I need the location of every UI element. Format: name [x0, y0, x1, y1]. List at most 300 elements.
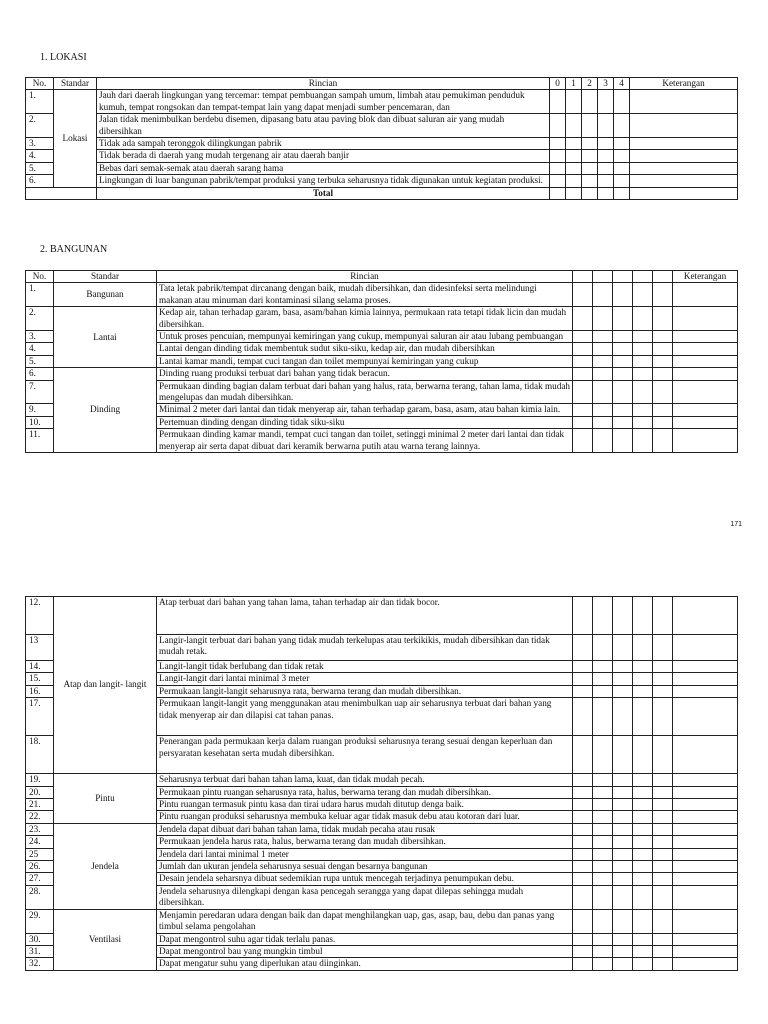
- score-cell: [653, 958, 673, 970]
- score-cell: [633, 307, 653, 331]
- score-cell: [633, 799, 653, 811]
- table-body: [26, 597, 738, 971]
- score-cell: [593, 673, 613, 685]
- score-cell: [550, 175, 566, 187]
- score-cell: [614, 150, 630, 162]
- row-number: 32.: [26, 958, 54, 970]
- score-cell: [593, 933, 613, 945]
- row-number: 5.: [26, 355, 54, 367]
- score-cell: [550, 90, 566, 114]
- keterangan-cell: [673, 933, 738, 945]
- standar-cell: Jendela: [54, 823, 157, 909]
- score-cell: [593, 909, 613, 933]
- keterangan-cell: [673, 786, 738, 798]
- score-cell: [633, 958, 653, 970]
- score-cell: [598, 138, 614, 150]
- row-number: 20.: [26, 786, 54, 798]
- rincian-cell: Pintu ruangan produksi seharusnya membuka keluar agar tidak masuk debu atau kotoran dari luar.: [157, 811, 573, 823]
- score-cell: [598, 187, 614, 199]
- score-cell: [614, 138, 630, 150]
- score-cell: [633, 836, 653, 848]
- header-score-blank: [593, 271, 613, 283]
- score-cell: [613, 355, 633, 367]
- score-cell: [573, 945, 593, 957]
- rincian-cell: Tidak berada di daerah yang mudah tergenang air atau daerah banjir: [97, 150, 550, 162]
- score-cell: [653, 945, 673, 957]
- score-cell: [633, 933, 653, 945]
- table-row: [26, 90, 738, 114]
- score-cell: [653, 736, 673, 774]
- score-cell: [633, 685, 653, 697]
- table-bangunan: [25, 270, 738, 453]
- score-cell: [573, 673, 593, 685]
- score-cell: [613, 958, 633, 970]
- score-cell: [613, 945, 633, 957]
- score-cell: [582, 138, 598, 150]
- row-number: 12.: [26, 597, 54, 635]
- row-number: 27.: [26, 873, 54, 885]
- rincian-cell: Desain jendela seharsnya dibuat sedemikian rupa untuk mencegah terjadinya penumpukan debu.: [157, 873, 573, 885]
- score-cell: [613, 661, 633, 673]
- score-cell: [573, 698, 593, 736]
- rincian-cell: Langir-langit terbuat dari bahan yang tidak mudah terkelupas atau terkikikis, mudah dibersihkan dan tidak mudah retak.: [157, 635, 573, 661]
- keterangan-cell: [630, 162, 738, 174]
- keterangan-cell: [673, 597, 738, 635]
- row-number: 28.: [26, 885, 54, 909]
- score-cell: [573, 885, 593, 909]
- score-cell: [573, 861, 593, 873]
- standar-cell: Lokasi: [54, 90, 97, 187]
- rincian-cell: Tata letak pabrik/tempat dircanang dengan baik, mudah dibersihkan, dan didesinfeksi serta melindungi makanan atau minuman dari kontaminasi silang selama proses.: [157, 283, 573, 307]
- score-cell: [653, 861, 673, 873]
- total-label: Total: [97, 187, 550, 199]
- header-score-0: 0: [550, 78, 566, 90]
- score-cell: [653, 331, 673, 343]
- row-number: 2.: [26, 114, 54, 138]
- table-row: [26, 150, 738, 162]
- score-cell: [653, 799, 673, 811]
- keterangan-cell: [673, 307, 738, 331]
- score-cell: [593, 736, 613, 774]
- row-number: 6.: [26, 368, 54, 380]
- row-number: 29.: [26, 909, 54, 933]
- score-cell: [598, 162, 614, 174]
- score-cell: [593, 404, 613, 416]
- score-cell: [613, 429, 633, 453]
- score-cell: [613, 786, 633, 798]
- score-cell: [613, 736, 633, 774]
- score-cell: [653, 368, 673, 380]
- score-cell: [593, 799, 613, 811]
- score-cell: [573, 933, 593, 945]
- score-cell: [613, 933, 633, 945]
- table-body: [26, 283, 738, 453]
- keterangan-cell: [673, 848, 738, 860]
- rincian-cell: Dapat mengontrol bau yang mungkin timbul: [157, 945, 573, 957]
- score-cell: [653, 873, 673, 885]
- table-row: [26, 114, 738, 138]
- row-number: 1.: [26, 283, 54, 307]
- header-rincian: Rincian: [157, 271, 573, 283]
- score-cell: [593, 945, 613, 957]
- score-cell: [653, 933, 673, 945]
- score-cell: [653, 597, 673, 635]
- header-no: No.: [26, 271, 54, 283]
- score-cell: [633, 698, 653, 736]
- score-cell: [653, 698, 673, 736]
- total-row: [26, 187, 738, 199]
- score-cell: [633, 774, 653, 786]
- score-cell: [593, 331, 613, 343]
- score-cell: [593, 635, 613, 661]
- keterangan-cell: [673, 873, 738, 885]
- score-cell: [593, 786, 613, 798]
- row-number: 23.: [26, 823, 54, 835]
- keterangan-cell: [673, 673, 738, 685]
- header-standar: Standar: [54, 78, 97, 90]
- score-cell: [566, 175, 582, 187]
- score-cell: [613, 885, 633, 909]
- rincian-cell: Jalan tidak menimbulkan berdebu disemen, dipasang batu atau paving blok dan dibuat saluran air yang mudah dibersihkan: [97, 114, 550, 138]
- section-title-bangunan: 2. BANGUNAN: [40, 244, 108, 255]
- score-cell: [613, 823, 633, 835]
- score-cell: [573, 283, 593, 307]
- score-cell: [613, 811, 633, 823]
- standar-cell: Atap dan langit- langit: [54, 597, 157, 774]
- rincian-cell: Penerangan pada permukaan kerja dalam ruangan produksi seharusnya terang sesuai dengan keperluan dan persyaratan kesehatan serta mudah dibersihkan.: [157, 736, 573, 774]
- score-cell: [614, 114, 630, 138]
- score-cell: [614, 187, 630, 199]
- score-cell: [598, 90, 614, 114]
- score-cell: [573, 635, 593, 661]
- score-cell: [633, 416, 653, 428]
- score-cell: [593, 307, 613, 331]
- score-cell: [573, 355, 593, 367]
- score-cell: [633, 355, 653, 367]
- rincian-cell: Permukaan langit-langit yang menggunakan atau menimbulkan uap air seharusnya terbuat dari bahan yang tidak menyerap air dan dilapisi cat tahan panas.: [157, 698, 573, 736]
- score-cell: [633, 885, 653, 909]
- score-cell: [633, 945, 653, 957]
- rincian-cell: Lingkungan di luar bangunan pabrik/tempat produksi yang terbuka seharusnya tidak digunakan untuk kegiatan produksi.: [97, 175, 550, 187]
- score-cell: [593, 873, 613, 885]
- score-cell: [582, 162, 598, 174]
- header-score-3: 3: [598, 78, 614, 90]
- rincian-cell: Kedap air, tahan terhadap garam, basa, asam/bahan kimia lainnya, permukaan rata tetapi tidak licin dan mudah dibersihkan.: [157, 307, 573, 331]
- score-cell: [633, 673, 653, 685]
- score-cell: [593, 811, 613, 823]
- score-cell: [593, 698, 613, 736]
- score-cell: [633, 635, 653, 661]
- score-cell: [582, 187, 598, 199]
- score-cell: [613, 836, 633, 848]
- row-number: 11.: [26, 429, 54, 453]
- score-cell: [593, 597, 613, 635]
- row-number: 3.: [26, 331, 54, 343]
- keterangan-cell: [673, 283, 738, 307]
- row-number: 2.: [26, 307, 54, 331]
- score-cell: [550, 114, 566, 138]
- score-cell: [653, 416, 673, 428]
- row-number: 16.: [26, 685, 54, 697]
- rincian-cell: Pintu ruangan termasuk pintu kasa dan tirai udara harus mudah ditutup denga baik.: [157, 799, 573, 811]
- row-number: 14.: [26, 661, 54, 673]
- score-cell: [633, 404, 653, 416]
- score-cell: [593, 429, 613, 453]
- score-cell: [550, 187, 566, 199]
- score-cell: [582, 150, 598, 162]
- header-no: No.: [26, 78, 54, 90]
- score-cell: [633, 873, 653, 885]
- rincian-cell: Langit-langit dari lantai minimal 3 meter: [157, 673, 573, 685]
- header-standar: Standar: [54, 271, 157, 283]
- score-cell: [614, 175, 630, 187]
- row-number: 19.: [26, 774, 54, 786]
- keterangan-cell: [673, 945, 738, 957]
- score-cell: [613, 380, 633, 404]
- score-cell: [593, 368, 613, 380]
- score-cell: [633, 368, 653, 380]
- row-number: 17.: [26, 698, 54, 736]
- keterangan-cell: [673, 861, 738, 873]
- score-cell: [613, 685, 633, 697]
- row-number: 6.: [26, 175, 54, 187]
- score-cell: [653, 661, 673, 673]
- score-cell: [573, 661, 593, 673]
- score-cell: [566, 138, 582, 150]
- score-cell: [573, 736, 593, 774]
- score-cell: [593, 958, 613, 970]
- score-cell: [582, 175, 598, 187]
- rincian-cell: Atap terbuat dari bahan yang tahan lama, tahan terhadap air dan tidak bocor.: [157, 597, 573, 635]
- score-cell: [613, 307, 633, 331]
- keterangan-cell: [673, 416, 738, 428]
- rincian-cell: Dapat mengontrol suhu agar tidak terlalu panas.: [157, 933, 573, 945]
- score-cell: [613, 343, 633, 355]
- score-cell: [593, 661, 613, 673]
- header-rincian: Rincian: [97, 78, 550, 90]
- rincian-cell: Permukaan langit-langit seharusnya rata, berwarna terang dan mudah dibersihkan.: [157, 685, 573, 697]
- score-cell: [653, 885, 673, 909]
- score-cell: [613, 698, 633, 736]
- table-row: [26, 162, 738, 174]
- score-cell: [566, 187, 582, 199]
- table-bangunan-continued: [25, 596, 738, 971]
- keterangan-cell: [673, 635, 738, 661]
- keterangan-cell: [673, 958, 738, 970]
- rincian-cell: Untuk proses pencuian, mempunyai kemiringan yang cukup, mempunyai saluran air atau lubang pembuangan: [157, 331, 573, 343]
- score-cell: [653, 673, 673, 685]
- score-cell: [593, 774, 613, 786]
- keterangan-cell: [673, 736, 738, 774]
- score-cell: [613, 774, 633, 786]
- keterangan-cell: [673, 885, 738, 909]
- rincian-cell: Tidak ada sampah teronggok dilingkungan pabrik: [97, 138, 550, 150]
- score-cell: [613, 873, 633, 885]
- score-cell: [593, 283, 613, 307]
- score-cell: [633, 811, 653, 823]
- table-header-row: [26, 78, 738, 90]
- header-score-1: 1: [566, 78, 582, 90]
- header-keterangan: Keterangan: [630, 78, 738, 90]
- row-number: 21.: [26, 799, 54, 811]
- row-number: 24.: [26, 836, 54, 848]
- table-row: [26, 774, 738, 786]
- score-cell: [573, 799, 593, 811]
- header-score-4: 4: [614, 78, 630, 90]
- score-cell: [633, 848, 653, 860]
- score-cell: [633, 909, 653, 933]
- score-cell: [573, 685, 593, 697]
- table-row: [26, 283, 738, 307]
- keterangan-cell: [630, 150, 738, 162]
- table-row: [26, 307, 738, 331]
- score-cell: [550, 138, 566, 150]
- standar-cell: Dinding: [54, 368, 157, 453]
- rincian-cell: Jumlah dan ukuran jendela seharusnya sesuai dengan besarnya bangunan: [157, 861, 573, 873]
- rincian-cell: Permukaan dinding kamar mandi, tempat cuci tangan dan toilet, setinggi minimal 2 meter dari lantai dan tidak menyerap air serta dapat dibuat dari keramik berwarna putih atau warna terang lainnya.: [157, 429, 573, 453]
- keterangan-cell: [630, 138, 738, 150]
- score-cell: [653, 380, 673, 404]
- score-cell: [613, 283, 633, 307]
- score-cell: [550, 150, 566, 162]
- score-cell: [633, 736, 653, 774]
- score-cell: [573, 836, 593, 848]
- score-cell: [613, 799, 633, 811]
- standar-cell: Bangunan: [54, 283, 157, 307]
- keterangan-cell: [673, 799, 738, 811]
- header-keterangan: Keterangan: [673, 271, 738, 283]
- rincian-cell: Pertemuan dinding dengan dinding tidak siku-siku: [157, 416, 573, 428]
- row-number: 15.: [26, 673, 54, 685]
- score-cell: [550, 162, 566, 174]
- score-cell: [582, 90, 598, 114]
- score-cell: [633, 283, 653, 307]
- standar-cell: Pintu: [54, 774, 157, 824]
- table-row: [26, 175, 738, 187]
- row-number: 13: [26, 635, 54, 661]
- score-cell: [593, 685, 613, 697]
- rincian-cell: Jendela dari lantai minimal 1 meter: [157, 848, 573, 860]
- rincian-cell: Dapat mengatur suhu yang diperlukan atau diinginkan.: [157, 958, 573, 970]
- score-cell: [633, 380, 653, 404]
- row-number: 3.: [26, 138, 54, 150]
- score-cell: [613, 331, 633, 343]
- keterangan-cell: [630, 175, 738, 187]
- row-number: 1.: [26, 90, 54, 114]
- rincian-cell: Lantai kamar mandi, tempat cuci tangan dan toilet mempunyai kemiringan yang cukup: [157, 355, 573, 367]
- score-cell: [566, 90, 582, 114]
- score-cell: [573, 307, 593, 331]
- score-cell: [613, 597, 633, 635]
- score-cell: [613, 635, 633, 661]
- keterangan-cell: [630, 90, 738, 114]
- score-cell: [653, 343, 673, 355]
- score-cell: [593, 848, 613, 860]
- score-cell: [598, 114, 614, 138]
- keterangan-cell: [673, 836, 738, 848]
- score-cell: [653, 404, 673, 416]
- score-cell: [573, 380, 593, 404]
- score-cell: [653, 307, 673, 331]
- rincian-cell: Jendela seharusnya dilengkapi dengan kasa pencegah serangga yang dapat dilepas sehingga mudah dibersihkan.: [157, 885, 573, 909]
- score-cell: [593, 823, 613, 835]
- keterangan-cell: [673, 429, 738, 453]
- keterangan-cell: [673, 909, 738, 933]
- score-cell: [633, 429, 653, 453]
- score-cell: [573, 873, 593, 885]
- score-cell: [653, 355, 673, 367]
- row-number: 31.: [26, 945, 54, 957]
- header-score-blank: [573, 271, 593, 283]
- score-cell: [613, 848, 633, 860]
- header-score-blank: [653, 271, 673, 283]
- score-cell: [653, 283, 673, 307]
- table-row: [26, 823, 738, 835]
- score-cell: [653, 429, 673, 453]
- score-cell: [582, 114, 598, 138]
- score-cell: [573, 416, 593, 428]
- keterangan-cell: [673, 343, 738, 355]
- keterangan-cell: [673, 404, 738, 416]
- rincian-cell: Permukaan dinding bagian dalam terbuat dari bahan yang halus, rata, berwarna terang, tahan lama, tidak mudah mengelupas dan mudah dibersihkan.: [157, 380, 573, 404]
- keterangan-cell: [673, 811, 738, 823]
- score-cell: [633, 331, 653, 343]
- rincian-cell: Menjamin peredaran udara dengan baik dan dapat menghilangkan uap, gas, asap, bau, debu dan panas yang timbul selama pengolahan: [157, 909, 573, 933]
- score-cell: [593, 380, 613, 404]
- table-lokasi: [25, 77, 738, 200]
- score-cell: [613, 861, 633, 873]
- row-number: 22.: [26, 811, 54, 823]
- rincian-cell: Bebas dari semak-semak atau daerah sarang hama: [97, 162, 550, 174]
- keterangan-cell: [630, 114, 738, 138]
- score-cell: [593, 861, 613, 873]
- score-cell: [653, 823, 673, 835]
- keterangan-cell: [630, 187, 738, 199]
- score-cell: [566, 150, 582, 162]
- score-cell: [566, 162, 582, 174]
- score-cell: [573, 331, 593, 343]
- score-cell: [653, 848, 673, 860]
- score-cell: [614, 90, 630, 114]
- score-cell: [613, 909, 633, 933]
- header-score-blank: [633, 271, 653, 283]
- row-number: 4.: [26, 150, 54, 162]
- score-cell: [633, 661, 653, 673]
- row-number: 30.: [26, 933, 54, 945]
- table-row: [26, 909, 738, 933]
- keterangan-cell: [673, 368, 738, 380]
- row-number: 25: [26, 848, 54, 860]
- score-cell: [653, 685, 673, 697]
- keterangan-cell: [673, 661, 738, 673]
- score-cell: [633, 597, 653, 635]
- score-cell: [633, 786, 653, 798]
- score-cell: [633, 861, 653, 873]
- rincian-cell: Lantai dengan dinding tidak membentuk sudut siku-siku, kedap air, dan mudah dibersihkan: [157, 343, 573, 355]
- score-cell: [573, 958, 593, 970]
- row-number: 7.: [26, 380, 54, 404]
- keterangan-cell: [673, 355, 738, 367]
- rincian-cell: Jauh dari daerah lingkungan yang tercemar: tempat pembuangan sampah umum, limbah atau pemukiman penduduk kumuh, tempat rongsokan dan tempat-tempat lain yang dapat menjadi sumber pencemaran, dan: [97, 90, 550, 114]
- table-row: [26, 138, 738, 150]
- score-cell: [573, 597, 593, 635]
- standar-cell: Lantai: [54, 307, 157, 368]
- score-cell: [593, 885, 613, 909]
- score-cell: [598, 175, 614, 187]
- score-cell: [593, 416, 613, 428]
- row-number: 18.: [26, 736, 54, 774]
- rincian-cell: Permukaan pintu ruangan seharusnya rata, halus, berwarna terang dan mudah dibersihkan.: [157, 786, 573, 798]
